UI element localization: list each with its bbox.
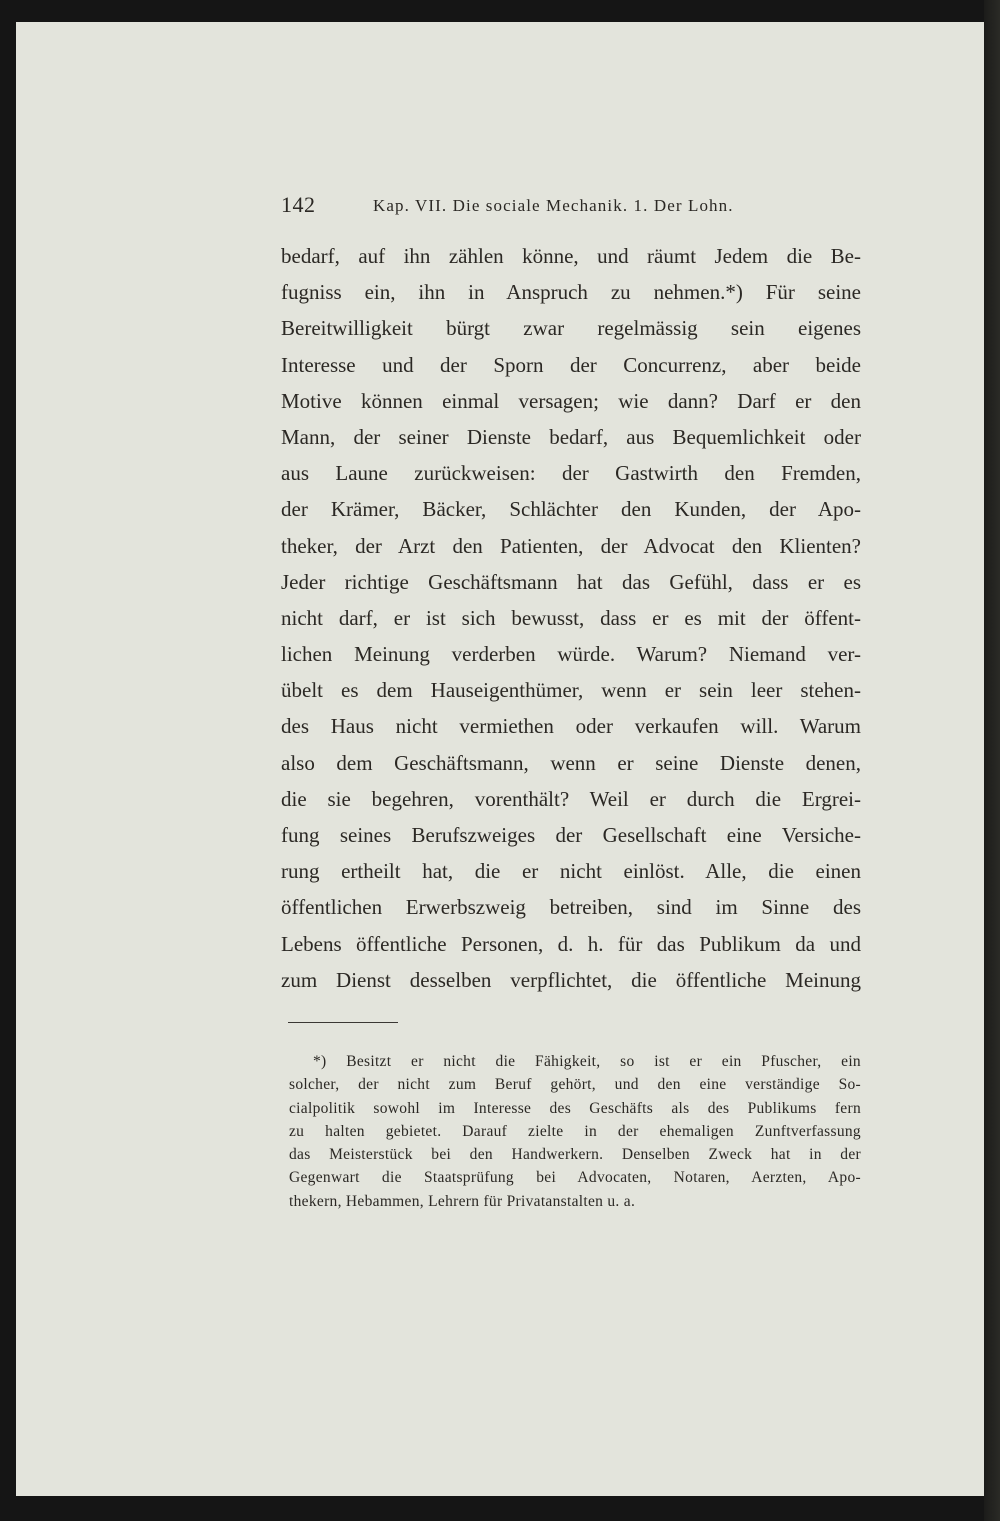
body-line: bedarf, auf ihn zählen könne, und räumt Jedem die Be- [281, 244, 861, 268]
body-line: übelt es dem Hauseigenthümer, wenn er sein leer stehen- [281, 678, 861, 703]
body-line: öffentlichen Erwerbszweig betreiben, sind im Sinne des [281, 895, 861, 920]
footnote-line: Gegenwart die Staatsprüfung bei Advocaten, Notaren, Aerzten, Apo- [289, 1169, 861, 1187]
footnote-line: cialpolitik sowohl im Interesse des Geschäfts als des Publikums fern [289, 1099, 861, 1117]
footnote-line: das Meisterstück bei den Handwerkern. Denselben Zweck hat in der [289, 1146, 861, 1164]
page-number: 142 [281, 192, 316, 217]
running-header [281, 192, 861, 226]
body-line: rung ertheilt hat, die er nicht einlöst. Alle, die einen [281, 859, 861, 884]
body-line: des Haus nicht vermiethen oder verkaufen will. Warum [281, 714, 861, 739]
body-line: nicht darf, er ist sich bewusst, dass er es mit der öffent- [281, 605, 861, 630]
book-spine-edge [984, 0, 1000, 1521]
body-line: fung seines Berufszweiges der Gesellschaft eine Versiche- [281, 823, 861, 847]
running-title: Kap. VII. Die sociale Mechanik. 1. Der Lohn. [373, 196, 734, 215]
body-line: Mann, der seiner Dienste bedarf, aus Bequemlichkeit oder [281, 424, 861, 449]
body-line: Interesse und der Sporn der Concurrenz, aber beide [281, 352, 861, 377]
body-line: theker, der Arzt den Patienten, der Advocat den Klienten? [281, 533, 861, 558]
body-line: also dem Geschäftsmann, wenn er seine Dienste denen, [281, 750, 861, 775]
body-line: aus Laune zurückweisen: der Gastwirth den Fremden, [281, 461, 861, 486]
body-line: lichen Meinung verderben würde. Warum? Niemand ver- [281, 642, 861, 667]
body-line: Jeder richtige Geschäftsmann hat das Gefühl, dass er es [281, 569, 861, 594]
footnote-line: thekern, Hebammen, Lehrern für Privatanstalten u. a. [289, 1192, 636, 1210]
footnote [289, 1050, 861, 1213]
body-line: Motive können einmal versagen; wie dann? Darf er den [281, 388, 861, 413]
body-line: Lebens öffentliche Personen, d. h. für das Publikum da und [281, 931, 861, 956]
footnote-line: zu halten gebietet. Darauf zielte in der ehemaligen Zunftverfassung [289, 1122, 861, 1140]
footnote-line: solcher, der nicht zum Beruf gehört, und den eine verständige So- [289, 1076, 861, 1094]
body-text [281, 238, 861, 998]
body-line: der Krämer, Bäcker, Schlächter den Kunden, der Apo- [281, 497, 861, 522]
footnote-line: *) Besitzt er nicht die Fähigkeit, so ist er ein Pfuscher, ein [313, 1053, 861, 1070]
footnote-rule [288, 1022, 398, 1023]
body-line: zum Dienst desselben verpflichtet, die öffentliche Meinung [281, 967, 861, 992]
body-line: Bereitwilligkeit bürgt zwar regelmässig sein eigenes [281, 316, 861, 341]
body-line: die sie begehren, vorenthält? Weil er durch die Ergrei- [281, 786, 861, 811]
body-line: fugniss ein, ihn in Anspruch zu nehmen.*) Für seine [281, 280, 861, 305]
